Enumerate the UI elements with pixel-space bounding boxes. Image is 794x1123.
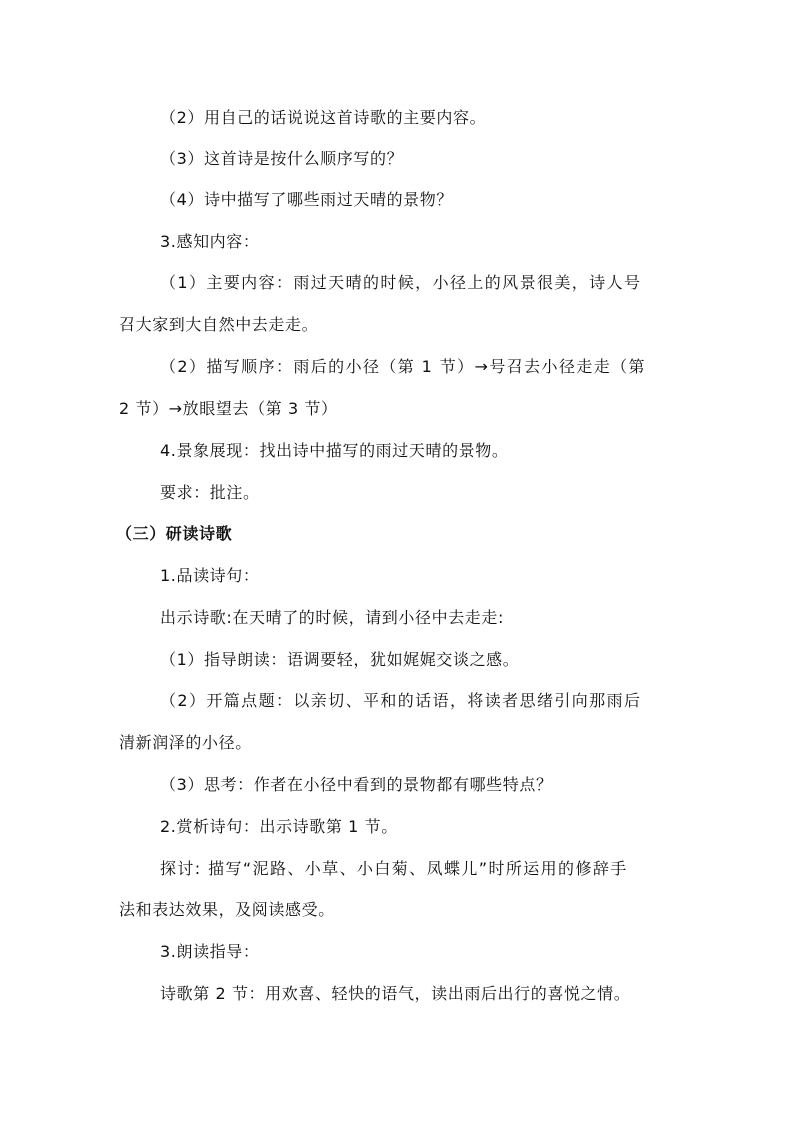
section-reading-guidance: 3.朗读指导： — [160, 942, 260, 961]
section-perceive-content: 3.感知内容： — [160, 232, 260, 251]
section-heading-study-poem: （三）研读诗歌 — [116, 524, 233, 543]
discussion-line-2: 法和表达效果，及阅读感受。 — [119, 900, 335, 919]
opening-theme-line-1: （2）开篇点题：以亲切、平和的话语，将读者思绪引向那雨后 — [160, 691, 642, 710]
main-content-line-2: 召大家到大自然中去走走。 — [119, 315, 319, 334]
think-question: （3）思考：作者在小径中看到的景物都有哪些特点？ — [160, 775, 553, 794]
requirement-text: 要求：批注。 — [160, 483, 260, 502]
question-3: （3）这首诗是按什么顺序写的？ — [160, 149, 404, 168]
writing-order-line-2: 2 节）→放眼望去（第 3 节） — [119, 399, 338, 418]
stanza-2-guidance: 诗歌第 2 节：用欢喜、轻快的语气，读出雨后出行的喜悦之情。 — [160, 984, 631, 1003]
section-read-lines: 1.品读诗句： — [160, 566, 260, 585]
main-content-line-1: （1）主要内容：雨过天晴的时候，小径上的风景很美，诗人号 — [160, 273, 642, 292]
question-4: （4）诗中描写了哪些雨过天晴的景物？ — [160, 190, 453, 209]
opening-theme-line-2: 清新润泽的小径。 — [119, 733, 252, 752]
guided-reading-text: （1）指导朗读：语调要轻，犹如娓娓交谈之感。 — [160, 650, 520, 669]
writing-order-line-1: （2）描写顺序：雨后的小径（第 1 节）→号召去小径走走（第 — [160, 357, 646, 376]
show-poem-text: 出示诗歌:在天晴了的时候，请到小径中去走走: — [160, 608, 504, 627]
question-2: （2）用自己的话说说这首诗歌的主要内容。 — [160, 108, 487, 127]
discussion-line-1: 探讨: 描写“泥路、小草、小白菊、凤蝶儿”时所运用的修辞手 — [160, 859, 628, 878]
section-appreciate-lines: 2.赏析诗句：出示诗歌第 1 节。 — [160, 817, 398, 836]
section-scene-display: 4.景象展现：找出诗中描写的雨过天晴的景物。 — [160, 441, 509, 460]
